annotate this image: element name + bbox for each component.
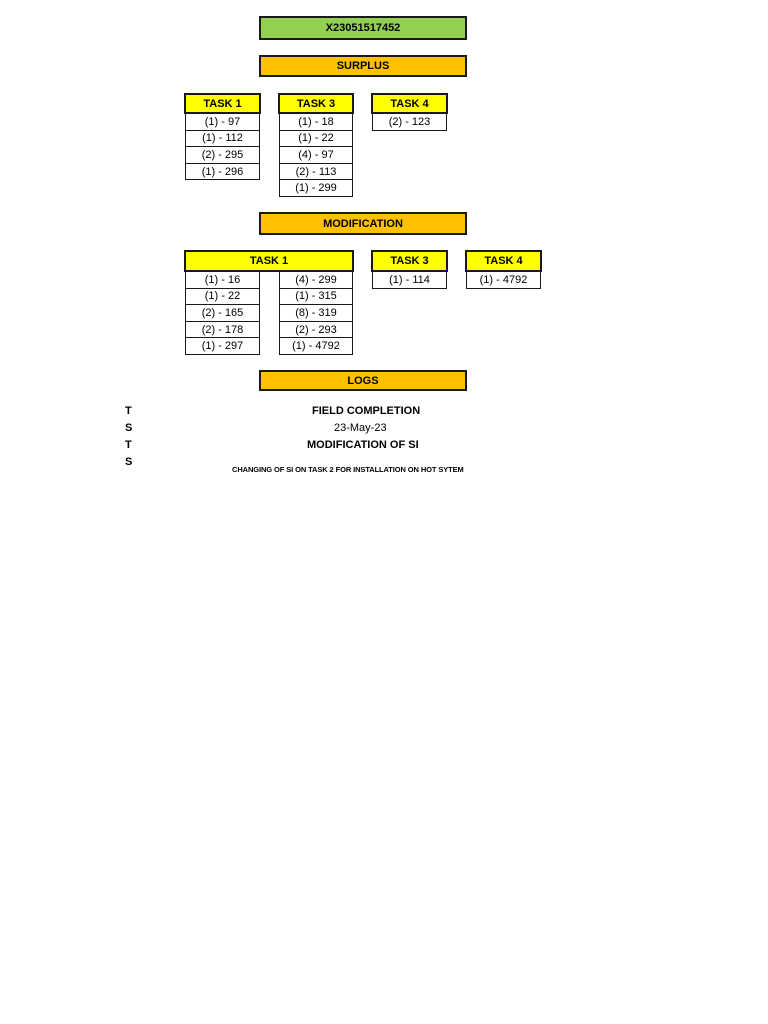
surplus-task4-label: TASK 4: [390, 97, 429, 110]
modification-task1-label: TASK 1: [249, 255, 289, 267]
modification-task3-label: TASK 3: [390, 255, 429, 267]
logs-section-header: [259, 370, 467, 391]
list-item: (1) - 299: [280, 180, 352, 197]
list-item: (1) - 315: [280, 289, 352, 306]
list-item: (1) - 296: [186, 164, 259, 181]
list-item: (2) - 295: [186, 147, 259, 164]
list-item: (8) - 319: [280, 305, 352, 322]
job-id-header: [259, 16, 467, 40]
log-text: CHANGING OF SI ON TASK 2 FOR INSTALLATION ON HOT SYTEM: [232, 465, 464, 474]
list-item: (4) - 299: [280, 272, 352, 289]
list-item: (1) - 4792: [280, 338, 352, 355]
surplus-task3-list: [279, 114, 353, 197]
modification-task1-list-b: [279, 272, 353, 355]
list-item: (1) - 297: [186, 338, 259, 355]
log-text: FIELD COMPLETION: [312, 405, 421, 417]
list-item: (1) - 114: [373, 272, 446, 289]
surplus-task3-label: TASK 3: [296, 97, 336, 110]
modification-section-header: [259, 212, 467, 235]
surplus-task1-label: TASK 1: [203, 97, 242, 110]
log-text: MODIFICATION OF SI: [307, 439, 419, 451]
log-text: 23-May-23: [334, 422, 387, 434]
surplus-task1-header: [184, 93, 261, 114]
surplus-section-header: [259, 55, 467, 77]
list-item: (1) - 18: [280, 114, 352, 131]
surplus-title: SURPLUS: [336, 60, 390, 72]
modification-task4-label: TASK 4: [484, 255, 523, 267]
list-item: (1) - 16: [186, 272, 259, 289]
modification-title: MODIFICATION: [323, 217, 403, 230]
list-item: (1) - 22: [280, 131, 352, 148]
modification-task1-list-a: [185, 272, 260, 355]
job-id-text: X23051517452: [325, 22, 401, 34]
list-item: (2) - 165: [186, 305, 259, 322]
list-item: (2) - 113: [280, 164, 352, 181]
surplus-task3-header: [278, 93, 354, 114]
list-item: (4) - 97: [280, 147, 352, 164]
list-item: (1) - 4792: [467, 272, 540, 289]
list-item: (2) - 123: [373, 114, 446, 131]
log-letter: S: [125, 456, 133, 468]
modification-task3-list: [372, 272, 447, 289]
log-letter: T: [125, 439, 132, 451]
list-item: (1) - 112: [186, 131, 259, 148]
modification-task4-list: [466, 272, 541, 289]
list-item: (1) - 22: [186, 289, 259, 306]
modification-task1-header: [184, 250, 354, 272]
surplus-task4-header: [371, 93, 448, 114]
modification-task3-header: [371, 250, 448, 272]
log-letter: T: [125, 405, 132, 417]
log-letter: S: [125, 422, 133, 434]
list-item: (1) - 97: [186, 114, 259, 131]
surplus-task1-list: [185, 114, 260, 180]
list-item: (2) - 178: [186, 322, 259, 339]
modification-task4-header: [465, 250, 542, 272]
logs-title: LOGS: [347, 374, 379, 387]
list-item: (2) - 293: [280, 322, 352, 339]
surplus-task4-list: [372, 114, 447, 131]
